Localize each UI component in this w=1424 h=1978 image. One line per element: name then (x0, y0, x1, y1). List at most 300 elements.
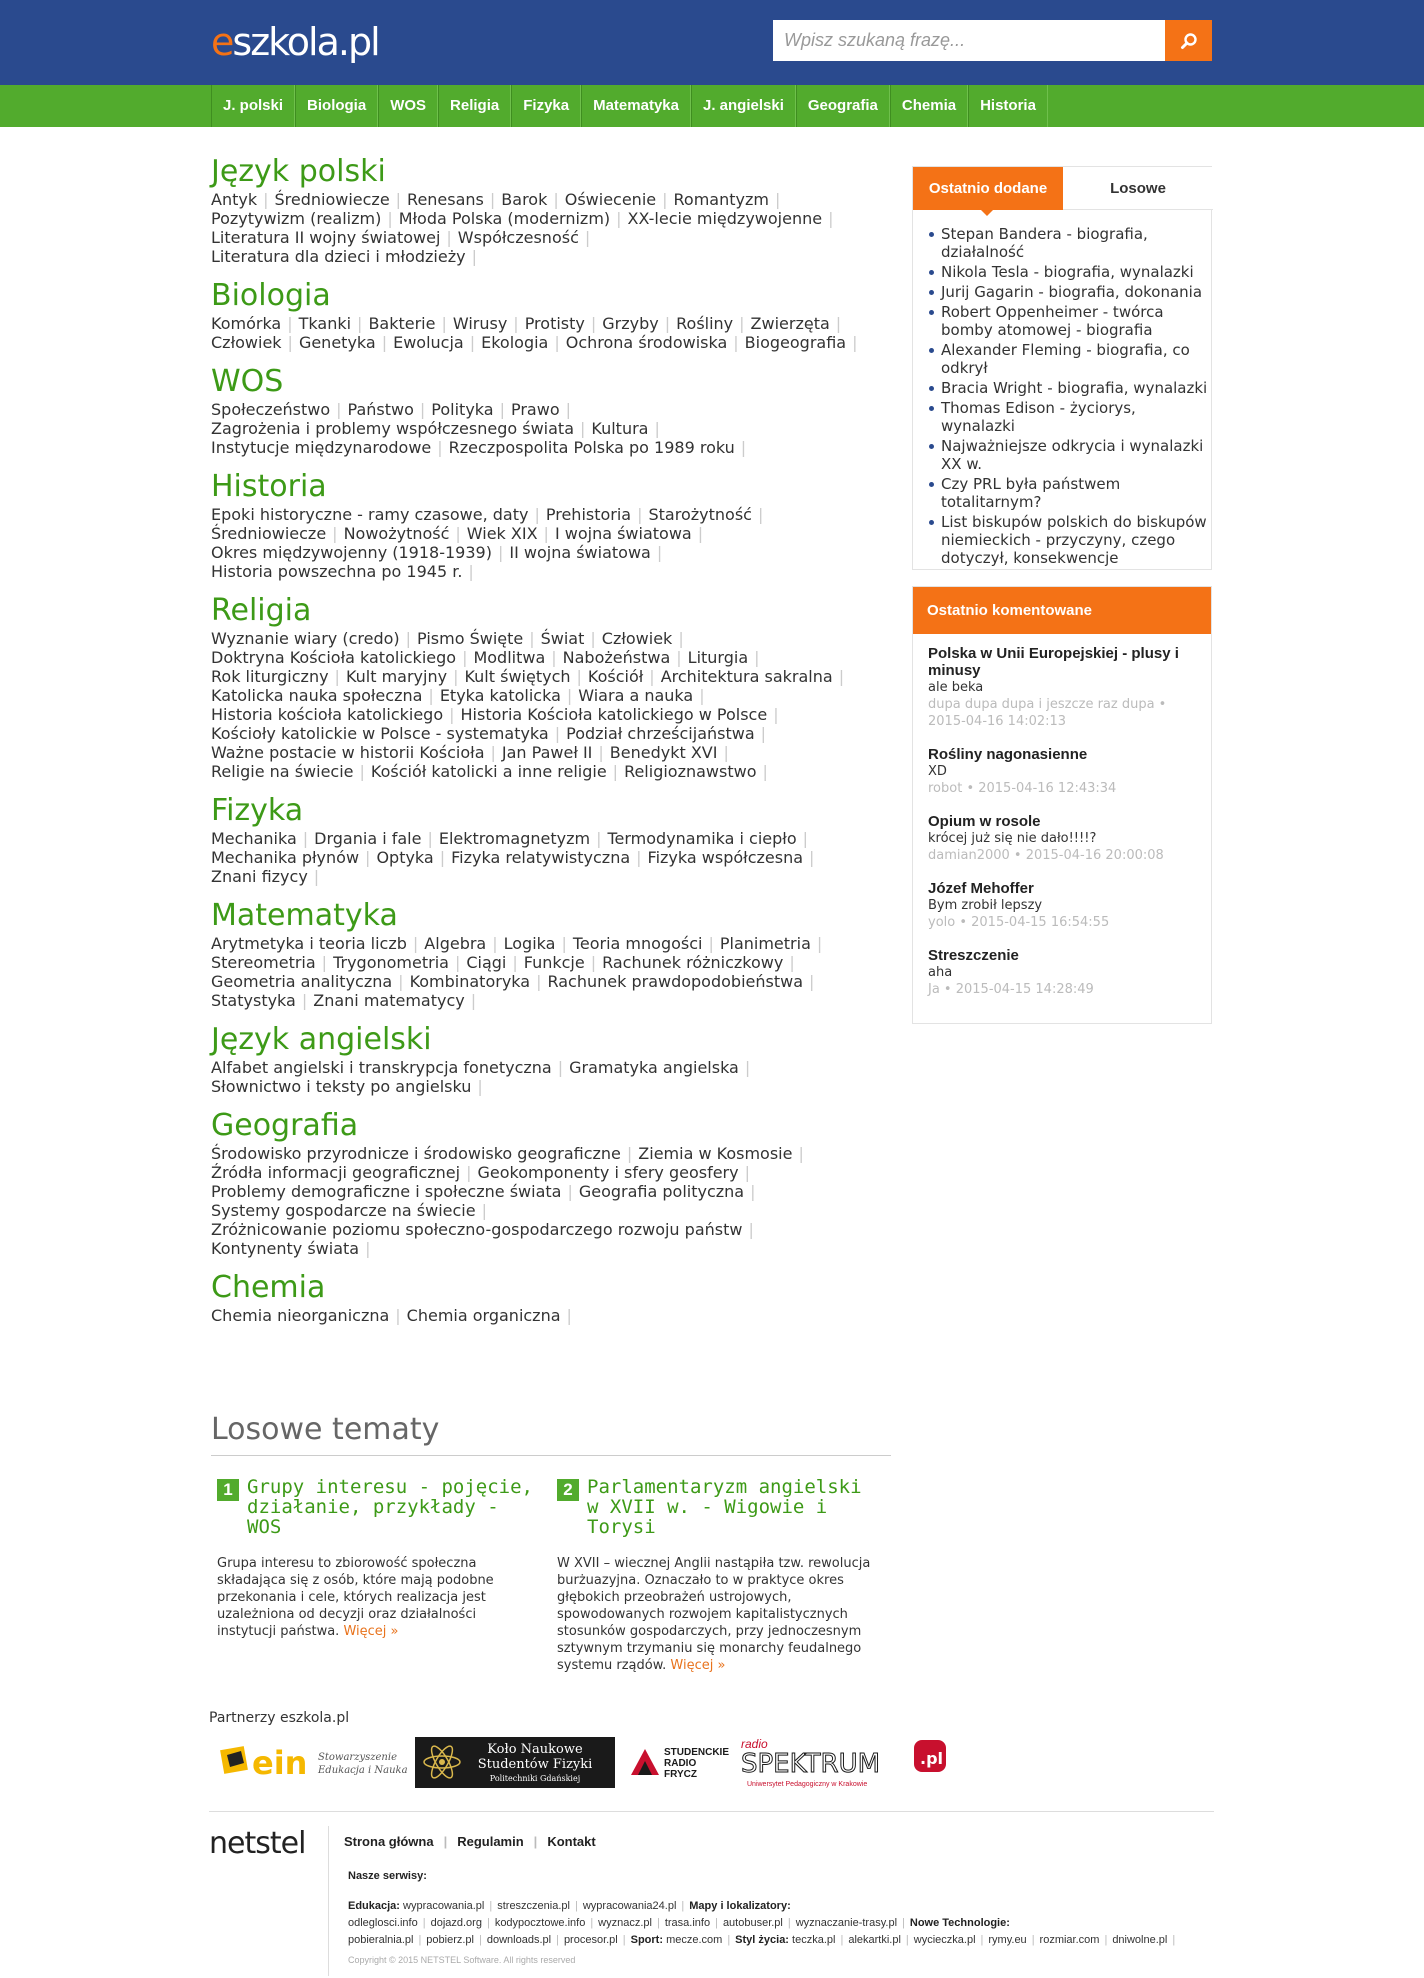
service-link[interactable]: rozmiar.com (1039, 1934, 1100, 1946)
link-separator: | (744, 1163, 750, 1182)
topic-link[interactable]: Genetyka (298, 333, 376, 352)
subject-links (211, 629, 891, 781)
subject-links-row (211, 1077, 891, 1096)
nav-item[interactable]: Fizyka (511, 85, 581, 127)
subject-title[interactable]: WOS (211, 364, 284, 399)
more-link[interactable]: Więcej » (670, 1658, 726, 1673)
radio-frycz-line2: RADIO (664, 1758, 697, 1769)
subject-links-row (211, 1220, 891, 1239)
link-separator: | (471, 247, 477, 266)
topic-link[interactable]: Optyka (376, 848, 434, 867)
footer-nav-separator: | (533, 1834, 538, 1849)
topic-link[interactable]: Źródła informacji geograficznej (211, 1163, 461, 1182)
link-separator: | (567, 1182, 573, 1201)
topic-link[interactable]: Drgania i fale (314, 829, 422, 848)
link-separator: | (419, 400, 426, 419)
footer-nav-link[interactable]: Kontakt (547, 1834, 596, 1849)
link-separator: | (789, 953, 795, 972)
service-link[interactable]: wycieczka.pl (913, 1934, 976, 1946)
topic-link[interactable]: Liturgia (687, 648, 749, 667)
link-separator: | (437, 438, 443, 457)
comment-text: krócej już się nie dało!!!!? (928, 831, 1097, 846)
topic-link[interactable]: Średniowiecze (211, 524, 327, 543)
topic-link[interactable]: Religie na świecie (211, 762, 354, 781)
topic-link[interactable]: Kontynenty świata (211, 1239, 360, 1258)
comment-meta: Ja • 2015-04-15 14:28:49 (928, 982, 1094, 997)
service-link[interactable]: teczka.pl (792, 1934, 836, 1946)
link-separator: | (446, 228, 452, 247)
topic-link[interactable]: Tkanki (298, 314, 352, 333)
subject-links (211, 505, 891, 581)
service-link[interactable]: mecze.com (666, 1934, 723, 1946)
subject-title[interactable]: Biologia (211, 278, 331, 313)
topic-link[interactable]: Ewolucja (393, 333, 464, 352)
topic-link[interactable]: Człowiek (601, 629, 673, 648)
comment-item (928, 947, 1208, 998)
subject-title[interactable]: Język angielski (211, 1022, 432, 1057)
services-group-label: Mapy i lokalizatory: (689, 1900, 791, 1912)
topic-link[interactable]: I wojna światowa (554, 524, 692, 543)
subject-title[interactable]: Chemia (211, 1270, 326, 1305)
topic-link[interactable]: II wojna światowa (509, 543, 651, 562)
topic-link[interactable]: Geografia polityczna (578, 1182, 745, 1201)
link-separator: | (301, 991, 308, 1010)
link-separator: | (469, 333, 476, 352)
topic-link[interactable]: Romantyzm (673, 190, 769, 209)
subject-links-row (211, 505, 891, 524)
recent-item[interactable]: Alexander Fleming - biografia, co odkrył (928, 341, 1208, 377)
link-separator: | (576, 667, 582, 686)
recent-item[interactable]: Bracia Wright - biografia, wynalazki (928, 379, 1208, 397)
comments-panel (912, 586, 1212, 1024)
topic-link[interactable]: Komórka (211, 314, 282, 333)
topic-link[interactable]: Architektura sakralna (660, 667, 833, 686)
subject-links-row (211, 867, 891, 886)
partner-ein-logo[interactable] (219, 1738, 408, 1786)
topic-link[interactable]: Historia kościoła katolickiego (211, 705, 444, 724)
radio-frycz-icon (629, 1741, 730, 1783)
link-separator: | (664, 314, 671, 333)
comment-meta: robot • 2015-04-16 12:43:34 (928, 781, 1117, 796)
service-link[interactable]: wypracowania.pl (403, 1900, 485, 1912)
service-link[interactable]: autobuser.pl (722, 1917, 783, 1929)
tab-random[interactable]: Losowe (1063, 167, 1213, 210)
link-separator: | (543, 524, 549, 543)
link-separator: | (754, 648, 760, 667)
nav-item[interactable]: Religia (438, 85, 511, 127)
link-separator: | (395, 1306, 401, 1325)
comment-article-link[interactable]: Józef Mehoffer (928, 880, 1034, 897)
topic-link[interactable]: Alfabet angielski i transkrypcja fonetyczna (211, 1058, 552, 1077)
link-separator: | (441, 314, 447, 333)
topic-link[interactable]: Prehistoria (545, 505, 632, 524)
service-link[interactable]: wyznaczanie-trasy.pl (795, 1917, 898, 1929)
topic-link[interactable]: Geometria analityczna (211, 972, 393, 991)
service-separator: | (574, 1900, 578, 1912)
link-separator: | (453, 667, 459, 686)
subject-links-row (211, 743, 891, 762)
topic-link[interactable]: Znani matematycy (313, 991, 465, 1010)
topic-link[interactable]: Kościół (587, 667, 644, 686)
topic-link[interactable]: Historia Kościoła katolickiego w Polsce (460, 705, 768, 724)
subject-links-row (211, 333, 891, 352)
subject-links (211, 1144, 891, 1258)
topic-link[interactable]: Kult świętych (464, 667, 571, 686)
topic-link[interactable]: Ochrona środowiska (565, 333, 728, 352)
topic-link[interactable]: Jan Paweł II (501, 743, 593, 762)
subject-links-row (211, 972, 891, 991)
service-separator: | (727, 1934, 731, 1946)
services-label: Nasze serwisy: (348, 1870, 427, 1882)
topic-link[interactable]: Rośliny (676, 314, 734, 333)
subject-links-row (211, 934, 891, 953)
topic-link[interactable]: Fizyka współczesna (647, 848, 804, 867)
link-separator: | (774, 190, 781, 209)
subject-links-row (211, 1163, 891, 1182)
nav-item[interactable]: Historia (968, 85, 1048, 127)
service-separator: | (622, 1934, 626, 1946)
link-separator: | (334, 667, 340, 686)
topic-link[interactable]: Problemy demograficzne i społeczne świata (211, 1182, 562, 1201)
service-separator: | (418, 1934, 422, 1946)
link-separator: | (649, 667, 655, 686)
topic-link[interactable]: Starożytność (648, 505, 752, 524)
service-separator: | (590, 1917, 594, 1929)
topic-link[interactable]: Zróżnicowanie poziomu społeczno-gospodarczego rozwoju państw (211, 1220, 743, 1239)
comments-panel-title: Ostatnio komentowane (913, 587, 1211, 634)
topic-link[interactable]: Zagrożenia i problemy współczesnego świata (211, 419, 574, 438)
topic-link[interactable]: Mechanika (211, 829, 297, 848)
service-separator: | (681, 1900, 685, 1912)
subject-section (211, 898, 891, 1010)
link-separator: | (566, 686, 573, 705)
topic-link[interactable]: Bakterie (368, 314, 436, 333)
subject-links (211, 400, 891, 457)
topic-link[interactable]: Planimetria (719, 934, 811, 953)
topic-link[interactable]: Ciągi (466, 953, 507, 972)
topic-link[interactable]: Arytmetyka i teoria liczb (211, 934, 407, 953)
logo-text: szkola.pl (232, 20, 379, 64)
topic-link[interactable]: Okres międzywojenny (1918-1939) (211, 543, 492, 562)
service-link[interactable]: kodypocztowe.info (494, 1917, 586, 1929)
link-separator: | (534, 505, 540, 524)
footer-vertical-divider (328, 1826, 329, 1976)
topic-link[interactable]: Słownictwo i teksty po angielsku (211, 1077, 472, 1096)
link-separator: | (760, 724, 767, 743)
topic-link[interactable]: Literatura dla dzieci i młodzieży (211, 247, 466, 266)
link-separator: | (566, 1306, 572, 1325)
topic-link[interactable]: Epoki historyczne - ramy czasowe, daty (211, 505, 529, 524)
topic-link[interactable]: Młoda Polska (modernizm) (398, 209, 611, 228)
subject-links (211, 314, 891, 352)
service-separator: | (486, 1917, 490, 1929)
topic-link[interactable]: Pismo Święte (417, 629, 524, 648)
topic-link[interactable]: Wirusy (452, 314, 508, 333)
link-separator: | (439, 848, 446, 867)
topic-link[interactable]: Ważne postacie w historii Kościoła (211, 743, 485, 762)
main-nav (211, 85, 1048, 127)
subject-title[interactable]: Religia (211, 593, 312, 628)
service-separator: | (1031, 1934, 1035, 1946)
topic-link[interactable]: Wiara a nauka (578, 686, 694, 705)
partner-radio-spektrum-logo[interactable] (739, 1734, 957, 1790)
service-link[interactable]: wypracowania24.pl (582, 1900, 677, 1912)
topic-link[interactable]: Religioznawstwo (624, 762, 757, 781)
service-link[interactable]: pobieralnia.pl (348, 1934, 414, 1946)
comment-article-link[interactable]: Streszczenie (928, 947, 1019, 964)
subjects-list (211, 150, 891, 1337)
topic-link[interactable]: Zwierzęta (750, 314, 830, 333)
service-link[interactable]: procesor.pl (563, 1934, 618, 1946)
topic-link[interactable]: Grzyby (602, 314, 659, 333)
service-separator: | (980, 1934, 984, 1946)
nav-item[interactable]: J. angielski (691, 85, 796, 127)
topic-link[interactable]: Rachunek prawdopodobieństwa (547, 972, 803, 991)
topic-link[interactable]: Ziemia w Kosmosie (638, 1144, 793, 1163)
link-separator: | (455, 524, 461, 543)
link-separator: | (492, 934, 498, 953)
recent-item[interactable]: Robert Oppenheimer - twórca bomby atomowej - biografia (928, 303, 1208, 339)
subject-section (211, 1022, 891, 1096)
subject-title[interactable]: Matematyka (211, 898, 398, 933)
topic-link[interactable]: Geokomponenty i sfery geosfery (477, 1163, 739, 1182)
topic-link[interactable]: Nabożeństwa (562, 648, 671, 667)
topic-link[interactable]: Statystyka (211, 991, 296, 1010)
comment-meta: yolo • 2015-04-15 16:54:55 (928, 915, 1110, 930)
topic-link[interactable]: Trygonometria (333, 953, 449, 972)
recent-item[interactable]: Nikola Tesla - biografia, wynalazki (928, 263, 1208, 281)
topic-link[interactable]: Historia powszechna po 1945 r. (211, 562, 463, 581)
topic-link[interactable]: Benedykt XVI (609, 743, 718, 762)
recent-item[interactable]: List biskupów polskich do biskupów niemieckich - przyczyny, czego dotyczył, konsekwencje (928, 513, 1208, 567)
nav-item[interactable]: Biologia (295, 85, 378, 127)
topic-link[interactable]: Stereometria (211, 953, 316, 972)
topic-link[interactable]: Funkcje (523, 953, 585, 972)
service-link[interactable]: dniwolne.pl (1112, 1934, 1168, 1946)
topic-link[interactable]: Logika (503, 934, 556, 953)
subject-links (211, 934, 891, 1010)
topic-link[interactable]: Doktryna Kościoła katolickiego (211, 648, 457, 667)
subject-links-row (211, 1058, 891, 1077)
link-separator: | (553, 190, 559, 209)
search-button[interactable] (1165, 20, 1212, 61)
link-separator: | (554, 724, 561, 743)
comment-text: XD (928, 764, 947, 779)
service-separator: | (1172, 1934, 1176, 1946)
topic-link[interactable]: Prawo (510, 400, 560, 419)
nav-item[interactable]: Geografia (796, 85, 890, 127)
link-separator: | (466, 1163, 472, 1182)
subject-title[interactable]: Język polski (211, 154, 386, 189)
topic-link[interactable]: Renesans (407, 190, 484, 209)
topic-link[interactable]: Teoria mnogości (572, 934, 703, 953)
link-separator: | (616, 209, 622, 228)
recent-item[interactable]: Czy PRL była państwem totalitarnym? (928, 475, 1208, 511)
topic-title-link[interactable]: Parlamentaryzm angielski w XVII w. - Wigowie i Torysi (587, 1476, 862, 1538)
netstel-logo[interactable]: netstel (209, 1826, 306, 1861)
recent-item[interactable]: Jurij Gagarin - biografia, dokonania (928, 283, 1208, 301)
topic-link[interactable]: Środowisko przyrodnicze i środowisko geograficzne (211, 1144, 621, 1163)
subject-links-row (211, 686, 891, 705)
subject-title[interactable]: Historia (211, 469, 327, 504)
service-link[interactable]: alekartki.pl (848, 1934, 901, 1946)
topic-link[interactable]: Chemia nieorganiczna (211, 1306, 390, 1325)
ein-logo-sub1: Stowarzyszenie (318, 1752, 397, 1763)
topic-link[interactable]: Chemia organiczna (406, 1306, 561, 1325)
service-separator: | (905, 1934, 909, 1946)
ein-logo-text: ein (252, 1744, 308, 1782)
topic-link[interactable]: Biogeografia (744, 333, 847, 352)
subject-links-row (211, 562, 891, 581)
subject-links-row (211, 543, 891, 562)
topic-link[interactable]: Podział chrześcijaństwa (566, 724, 755, 743)
topic-link[interactable]: Gramatyka angielska (569, 1058, 739, 1077)
link-separator: | (828, 209, 834, 228)
footer-nav-link[interactable]: Regulamin (457, 1834, 524, 1849)
topic-link[interactable]: Oświecenie (564, 190, 657, 209)
topic-link[interactable]: Polityka (431, 400, 494, 419)
topic-link[interactable]: Pozytywizm (realizm) (211, 209, 382, 228)
subject-section (211, 1270, 891, 1325)
topic-description-text: W XVII – wiecznej Anglii nastąpiła tzw. rewolucja burżuazyjna. Oznaczało to w praktyce okres głębokich przeobrażeń ustrojowych, spowodowanych rozwojem kapitalistycznych stosunków gospodarczych, przy jednoczesnym sztywnym trzymaniu się monarchy feudalnego systemu rządów. (557, 1556, 871, 1673)
recent-item[interactable]: Stepan Bandera - biografia, działalność (928, 225, 1208, 261)
service-link[interactable]: dojazd.org (430, 1917, 482, 1929)
subject-title[interactable]: Geografia (211, 1108, 359, 1143)
service-link[interactable]: streszczenia.pl (497, 1900, 570, 1912)
subject-title[interactable]: Fizyka (211, 793, 304, 828)
subject-links-row (211, 1306, 891, 1325)
topic-link[interactable]: Elektromagnetyzm (438, 829, 591, 848)
comment-article-link[interactable]: Rośliny nagonasienne (928, 746, 1088, 763)
topic-link[interactable]: Antyk (211, 190, 258, 209)
topic-link[interactable]: Rzeczpospolita Polska po 1989 roku (448, 438, 735, 457)
subject-section (211, 278, 891, 352)
comment-item (928, 645, 1208, 730)
more-link[interactable]: Więcej » (343, 1624, 399, 1639)
partner-radio-frycz-logo[interactable] (629, 1741, 730, 1783)
service-separator: | (1104, 1934, 1108, 1946)
topic-link[interactable]: Mechanika płynów (211, 848, 360, 867)
comment-item (928, 813, 1208, 864)
topic-link[interactable]: Etyka katolicka (439, 686, 561, 705)
link-separator: | (723, 743, 729, 762)
service-separator: | (787, 1917, 791, 1929)
comment-article-link[interactable]: Polska w Unii Europejskiej - plusy i minusy (928, 645, 1179, 679)
link-separator: | (499, 400, 505, 419)
subject-section (211, 1108, 891, 1258)
link-separator: | (263, 190, 269, 209)
topic-number: 1 (217, 1479, 239, 1501)
search-icon (1180, 32, 1198, 50)
topic-link[interactable]: Ekologia (481, 333, 549, 352)
topic-link[interactable]: Kościoły katolickie w Polsce - systematyka (211, 724, 549, 743)
link-separator: | (757, 505, 764, 524)
topic-link[interactable]: Kult maryjny (345, 667, 448, 686)
nav-item[interactable]: Chemia (890, 85, 968, 127)
topic-link[interactable]: Wiek XIX (466, 524, 538, 543)
recent-item[interactable]: Thomas Edison - życiorys, wynalazki (928, 399, 1208, 435)
footer-nav-link[interactable]: Strona główna (344, 1834, 434, 1849)
topic-link[interactable]: Nowożytność (343, 524, 450, 543)
link-separator: | (740, 438, 747, 457)
link-separator: | (387, 209, 393, 228)
topic-link[interactable]: Znani fizycy (211, 867, 308, 886)
link-separator: | (489, 190, 496, 209)
subject-links (211, 190, 891, 266)
topic-link[interactable]: Fizyka relatywistyczna (451, 848, 631, 867)
link-separator: | (427, 829, 433, 848)
subject-links-row (211, 848, 891, 867)
topic-link[interactable]: Kościół katolicki a inne religie (370, 762, 607, 781)
nav-item[interactable]: J. polski (211, 85, 295, 127)
comment-article-link[interactable]: Opium w rosole (928, 813, 1041, 830)
topic-link[interactable]: Systemy gospodarcze na świecie (211, 1201, 476, 1220)
site-logo[interactable] (211, 17, 379, 67)
topic-link[interactable]: Termodynamika i ciepło (607, 829, 797, 848)
link-separator: | (762, 762, 768, 781)
topic-link[interactable]: Współczesność (457, 228, 579, 247)
topic-title-link[interactable]: Grupy interesu - pojęcie, działanie, przykłady - WOS (247, 1476, 533, 1538)
subject-section (211, 793, 891, 886)
topic-link[interactable]: Rok liturgiczny (211, 667, 329, 686)
service-link[interactable]: pobierz.pl (426, 1934, 474, 1946)
topic-link[interactable]: Państwo (347, 400, 414, 419)
topic-link[interactable]: Świat (540, 629, 585, 648)
topic-link[interactable]: Społeczeństwo (211, 400, 331, 419)
topic-link[interactable]: XX-lecie międzywojenne (627, 209, 823, 228)
subject-links-row (211, 400, 891, 419)
topic-link[interactable]: Instytucje międzynarodowe (211, 438, 432, 457)
service-link[interactable]: trasa.info (664, 1917, 711, 1929)
nav-item[interactable]: Matematyka (581, 85, 691, 127)
tab-recently-added[interactable]: Ostatnio dodane (913, 167, 1063, 210)
topic-link[interactable]: Barok (501, 190, 548, 209)
topic-link[interactable]: Kultura (591, 419, 649, 438)
link-separator: | (636, 848, 642, 867)
service-link[interactable]: wyznacz.pl (598, 1917, 652, 1929)
link-separator: | (513, 314, 519, 333)
service-link[interactable]: odleglosci.info (348, 1917, 418, 1929)
topic-link[interactable]: Modlitwa (473, 648, 546, 667)
services-group-label: Styl życia: (735, 1934, 789, 1946)
topic-link[interactable]: Rachunek różniczkowy (602, 953, 784, 972)
topic-link[interactable]: Algebra (424, 934, 487, 953)
atom-icon (415, 1737, 615, 1788)
subject-links-row (211, 829, 891, 848)
link-separator: | (662, 190, 668, 209)
link-separator: | (481, 1201, 487, 1220)
subject-section (211, 364, 891, 457)
search-input[interactable] (773, 20, 1165, 61)
copyright: Copyright © 2015 NETSTEL Software. All rights reserved (348, 1955, 576, 1965)
topic-link[interactable]: Literatura II wojny światowej (211, 228, 441, 247)
partner-knsf-logo[interactable] (415, 1737, 615, 1788)
service-link[interactable]: rymy.eu (988, 1934, 1027, 1946)
recent-item[interactable]: Najważniejsze odkrycia i wynalazki XX w. (928, 437, 1208, 473)
topic-link[interactable]: Człowiek (211, 333, 282, 352)
link-separator: | (699, 686, 705, 705)
topic-link[interactable]: Średniowiecze (274, 190, 390, 209)
topic-link[interactable]: Kombinatoryka (409, 972, 531, 991)
link-separator: | (733, 333, 739, 352)
service-link[interactable]: downloads.pl (486, 1934, 552, 1946)
radio-spektrum-icon (739, 1734, 957, 1790)
nav-item[interactable]: WOS (378, 85, 438, 127)
topic-link[interactable]: Wyznanie wiary (credo) (211, 629, 400, 648)
topic-link[interactable]: Protisty (524, 314, 585, 333)
subject-links (211, 1058, 891, 1096)
topic-link[interactable]: Katolicka nauka społeczna (211, 686, 423, 705)
